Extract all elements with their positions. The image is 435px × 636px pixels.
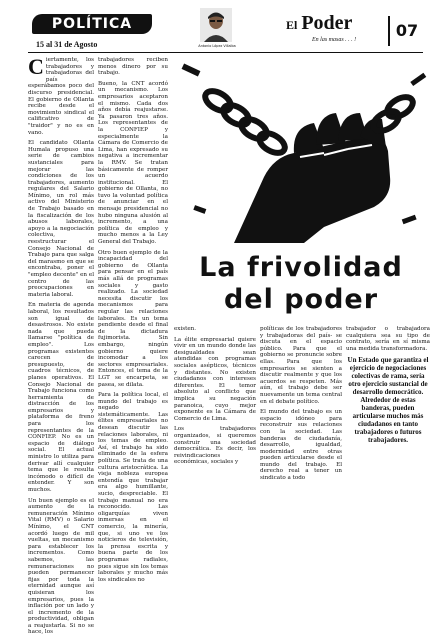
brand-logo	[286, 12, 352, 35]
paragraph: trabajador o trabajadora cualquiera sea su tipo de contrato, sería en sí misma una medida transformadora.	[346, 326, 430, 352]
paragraph: existen.	[174, 326, 197, 332]
headline-line: del poder	[223, 284, 379, 315]
article-column-2	[98, 57, 168, 583]
section-title: POLÍTICA	[51, 16, 133, 32]
headline-line: La frivolidad	[199, 252, 403, 283]
paragraph: Otro buen ejemplo de la incapacidad del gobierno de Ollanta para pensar en el país más allá de programas sociales y gasto realizado. La sociedad necesita discutir los mecanismos para regular las relaciones laborales. Es un tema pendiente desde el final de la dictadura fujimorista. Sin embargo, ningún gobierno quiere incomodar a los sectores empresariales. Entonces, el tema de la LGT se encarpeta, se pasea, se dilata.	[98, 249, 168, 388]
paragraph: El candidato Ollanta Humala propuso una serie de cambios sustanciales para mejorar las condiciones de los trabajadores, aumento regulares del Salario Mínimo, un rol más activo del Ministerio de Trabajo basado en la fiscalización de los abusos laborales, apoyo a la negociación colectiva, reestructurar el Consejo Nacional de Trabajo para que salga del marasmo en que se encontraba, poner el "empleo decente" en el centro de las preocupaciones en materia laboral.	[28, 140, 94, 298]
section-tag	[32, 14, 152, 34]
brand-prefix: El	[286, 18, 298, 32]
paragraph: Los trabajadores organizados, si queremos construir una sociedad democrática. Es decir, los reivindicaciones económicas, sociales y	[174, 426, 256, 466]
paragraph: Bueno, la CNT acordó un mecanismo. Los empresarios aceptaron el mismo. Cada dos años debía reajustarse. Ya pasaron tres años. Los representantes de la CONFIEP y especialmente la Cámara de Comercio de Lima, han expresado su negativa a incrementar la RMV. Se tratan básicamente de romper un acuerdo institucional. El gobierno de Ollanta, no tuvo la voluntad política de anunciar en el mensaje presidencial no hubo ninguna alusión al incremento, a una política de empleo y mucho menos a la Ley General del Trabajo.	[98, 80, 168, 246]
paragraph: La élite empresarial quiere vivir en un mundo donde las desigualdades sean atendidas con programas sociales asépticos, técnicos y distantes. No existen ciudadanos con intereses diferentes. El temor absoluto al conflicto que implica su negación paranoica, cuyo mejor exponente es la Cámara de Comercio de Lima.	[174, 336, 256, 422]
brand-name: Poder	[301, 12, 353, 34]
pull-quote: Un Estado que garantiza el ejercicio de negociaciones colectivas de rama, sería otro ejercicio sustancial de desarrollo democrático. Alrededor de estas banderas, pueden articularse muchos más ciudadanos en tanto trabajadores o futuros trabajadores.	[347, 356, 429, 445]
paragraph: Para la política local, el mundo del trabajo es negado sistemáticamente. Las élites empresariales no desean discutir las relaciones laborales, ni los temas de empleo. Así, el trabajo ha sido eliminado de la esfera política. Se trata de una cultura aristocrática. La vieja nobleza europea entendía que trabajar era algo humillante, sucio, despreciable. El trabajo manual no era reconocido. Las oligarquías viven inmersas en el comercio, la minería, que, si uno ve los noticieros de televisión, la prensa escrita y buena parte de los programas radiales, pues sigue sin los temas laborales y mucho más los sindicales no	[98, 392, 168, 583]
article-headline	[170, 252, 432, 316]
paragraph: El mundo del trabajo es un espacio idóneo para reconstruir sus relaciones con la sociedad. Las banderas de ciudadanía, desarrollo, igualdad, modernidad entre otras pueden articularse desde el mundo del trabajo. El derecho real a tener un sindicato a todo	[260, 409, 342, 482]
article-column-1	[28, 54, 94, 636]
fist-holding-chain-icon	[174, 57, 430, 243]
paragraph: iertamente, los trabajadores y trabajadoras del país esperábamos poco del discurso presidencial. El gobierno de Ollanta recibe desde el movimiento sindical el calificativo de "traidor" y no es en vano.	[28, 57, 94, 136]
person-portrait-icon	[200, 8, 232, 42]
author-avatar	[200, 8, 232, 42]
article-image	[174, 57, 430, 243]
article-column-5	[346, 326, 430, 508]
paragraph: políticas de los trabajadores y trabajadoras del país- se discuta en el espacio público. Para que el gobierno se pronuncie sobre ellas. Para que los empresarios se sienten a discutir realmente y que los acuerdos se respeten. Más aún, el trabajo debe ser nuevamente un tema central en el debate político.	[260, 326, 342, 405]
page-number: 07	[388, 16, 424, 46]
avatar-caption: Antonio López Villalba	[198, 44, 236, 48]
article-column-3	[174, 326, 256, 508]
paragraph: Un buen ejemplo es el aumento de la remuneración Mínimo Vital (RMV) o Salario Mínimo, el CNT acordó luego de mil vueltas, un mecanismo para establecer los incrementos. Como sabemos, las remuneraciones no pueden permanecer fijas por toda la eternidad aunque así quisieran los empresarios, pues la inflación por un lado y el incremento de la productividad, obligan a reajustarla. Si no se hace, los	[28, 497, 94, 636]
drop-cap: C	[28, 54, 44, 79]
article-column-4	[260, 326, 342, 508]
header-divider	[28, 52, 423, 53]
paragraph: En materia de agenda laboral, los resultados son igual de desastrosos. No existe nada que pueda llamarse "política de empleo". Los programas existentes carecen de presupuesto, de cuadros técnicos, de planes operativos. El Consejo Nacional de Trabajo funciona como herramienta de distracción de los empresarios y plataforma de freno para los representantes de la CONFIEP. No es un espacio de diálogo social. El actual ministro lo utiliza para derivar allí cualquier tema que le resulta incómodo o difícil de entender. Y son muchos.	[28, 302, 94, 493]
paragraph: trabajadores reciben menos dinero por su trabajo.	[98, 57, 168, 77]
brand-subtitle: En las masas . . . !	[312, 37, 357, 43]
issue-date: 15 al 31 de Agosto	[36, 40, 98, 49]
